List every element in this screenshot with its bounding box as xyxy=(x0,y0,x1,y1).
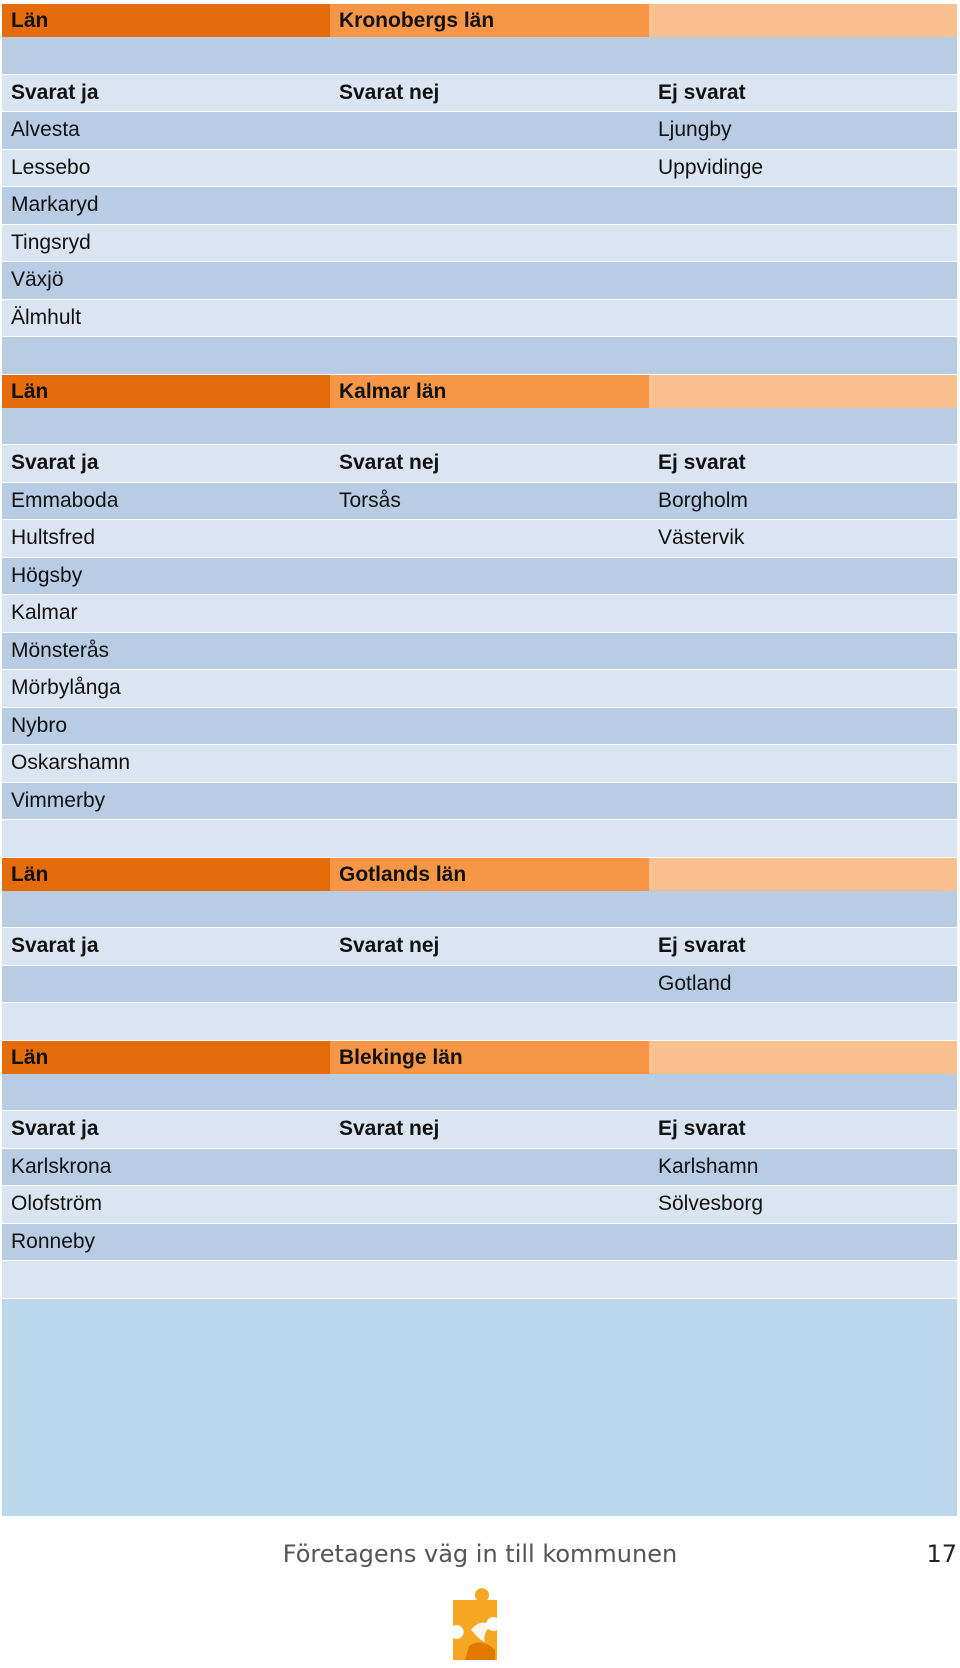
table-row xyxy=(2,558,957,596)
lan-label: Län xyxy=(2,858,330,891)
table-cell: Alvesta xyxy=(11,118,80,141)
table-cell xyxy=(649,262,957,299)
column-header: Ej svarat xyxy=(658,934,746,957)
table-cell xyxy=(330,633,649,670)
blank-row xyxy=(2,1261,957,1299)
header-blank-cell xyxy=(649,858,957,891)
puzzle-person-logo-icon xyxy=(449,1588,509,1663)
county-name: Gotlands län xyxy=(330,858,649,891)
page-number: 17 xyxy=(926,1540,957,1568)
table-row xyxy=(2,187,957,225)
table-cell xyxy=(649,783,957,820)
table-cell: Sölvesborg xyxy=(658,1192,764,1215)
county-header xyxy=(2,1041,957,1074)
table-cell: Tingsryd xyxy=(11,230,91,254)
table-cell: Högsby xyxy=(11,563,83,587)
table-cell: Älmhult xyxy=(11,305,82,329)
blank-row xyxy=(2,891,957,929)
county-header xyxy=(2,375,957,408)
table-cell xyxy=(330,150,649,187)
table-row xyxy=(2,1186,957,1224)
table-cell xyxy=(330,745,649,782)
blank-row xyxy=(2,1003,957,1041)
table-row xyxy=(2,966,957,1004)
table-row xyxy=(2,262,957,300)
table-cell: Västervik xyxy=(658,526,745,549)
table-cell xyxy=(649,1224,957,1261)
table-row xyxy=(2,708,957,746)
blank-row xyxy=(2,820,957,858)
table-cell: Nybro xyxy=(11,713,68,737)
table-cell: Karlshamn xyxy=(658,1154,759,1178)
table-cell xyxy=(330,1186,649,1223)
lan-label: Län xyxy=(2,375,330,408)
table-cell xyxy=(330,783,649,820)
table-cell: Markaryd xyxy=(11,193,99,216)
header-blank-cell xyxy=(649,375,957,408)
table-row xyxy=(2,520,957,558)
table-cell: Hultsfred xyxy=(11,526,96,549)
table-cell: Kalmar xyxy=(11,601,78,624)
table-cell xyxy=(649,708,957,745)
table-row xyxy=(2,783,957,821)
header-blank-cell xyxy=(649,1041,957,1074)
table-cell: Oskarshamn xyxy=(11,751,131,774)
county-section xyxy=(2,1041,957,1299)
table-row xyxy=(2,112,957,150)
table-cell xyxy=(649,595,957,632)
table-cell xyxy=(649,187,957,224)
table-row xyxy=(2,670,957,708)
table-cell xyxy=(649,745,957,782)
table-row xyxy=(2,1224,957,1262)
table-cell xyxy=(330,595,649,632)
table-cell xyxy=(330,520,649,557)
county-section xyxy=(2,858,957,1041)
table-row xyxy=(2,150,957,188)
blank-row xyxy=(2,37,957,75)
table-cell: Växjö xyxy=(11,268,64,291)
county-name: Kronobergs län xyxy=(330,4,649,37)
table-cell xyxy=(330,708,649,745)
column-header: Svarat nej xyxy=(339,80,440,104)
table-cell xyxy=(330,1224,649,1261)
table-cell xyxy=(330,300,649,337)
table-cell xyxy=(330,558,649,595)
table-cell: Olofström xyxy=(11,1192,103,1215)
county-name: Blekinge län xyxy=(330,1041,649,1074)
column-header: Svarat nej xyxy=(339,451,440,474)
table-cell xyxy=(649,300,957,337)
column-header-row xyxy=(2,75,957,113)
table-cell: Karlskrona xyxy=(11,1154,112,1178)
county-section xyxy=(2,4,957,375)
header-blank-cell xyxy=(649,4,957,37)
blank-row xyxy=(2,1074,957,1112)
table-cell: Gotland xyxy=(658,971,732,995)
county-header xyxy=(2,858,957,891)
column-header: Ej svarat xyxy=(658,451,746,474)
column-header: Svarat ja xyxy=(11,80,99,104)
table-row xyxy=(2,633,957,671)
column-header-row xyxy=(2,1111,957,1149)
table-cell xyxy=(330,187,649,224)
table-cell: Uppvidinge xyxy=(658,155,764,179)
table-row xyxy=(2,745,957,783)
column-header: Svarat nej xyxy=(339,934,440,957)
table-row xyxy=(2,1149,957,1187)
table-cell: Torsås xyxy=(339,488,401,512)
column-header: Svarat nej xyxy=(339,1117,440,1140)
table-cell xyxy=(330,670,649,707)
column-header-row xyxy=(2,928,957,966)
column-header: Ej svarat xyxy=(658,80,746,104)
table-cell xyxy=(649,633,957,670)
table-row xyxy=(2,300,957,338)
table-row xyxy=(2,225,957,263)
column-header: Svarat ja xyxy=(11,934,99,957)
column-header: Ej svarat xyxy=(658,1117,746,1140)
footer-title: Företagens väg in till kommunen xyxy=(282,1540,678,1568)
table-row xyxy=(2,595,957,633)
county-name: Kalmar län xyxy=(330,375,649,408)
municipality-response-table xyxy=(2,4,957,1516)
table-cell: Lessebo xyxy=(11,155,91,179)
table-cell: Ljungby xyxy=(658,118,732,141)
table-cell xyxy=(2,966,330,1003)
table-cell xyxy=(330,1149,649,1186)
lan-label: Län xyxy=(2,4,330,37)
table-cell: Borgholm xyxy=(658,488,748,512)
empty-area xyxy=(2,1299,957,1516)
table-cell: Ronneby xyxy=(11,1229,96,1253)
column-header-row xyxy=(2,445,957,483)
table-cell: Emmaboda xyxy=(11,488,119,512)
table-cell: Mörbylånga xyxy=(11,676,121,699)
table-cell: Vimmerby xyxy=(11,788,106,812)
table-cell xyxy=(330,966,649,1003)
blank-row xyxy=(2,337,957,375)
blank-row xyxy=(2,408,957,446)
county-section xyxy=(2,375,957,858)
county-header xyxy=(2,4,957,37)
table-row xyxy=(2,483,957,521)
table-cell xyxy=(649,225,957,262)
column-header: Svarat ja xyxy=(11,451,99,474)
lan-label: Län xyxy=(2,1041,330,1074)
table-cell: Mönsterås xyxy=(11,638,110,662)
table-cell xyxy=(330,225,649,262)
table-cell xyxy=(330,262,649,299)
table-cell xyxy=(649,558,957,595)
table-cell xyxy=(649,670,957,707)
column-header: Svarat ja xyxy=(11,1117,99,1140)
table-cell xyxy=(330,112,649,149)
